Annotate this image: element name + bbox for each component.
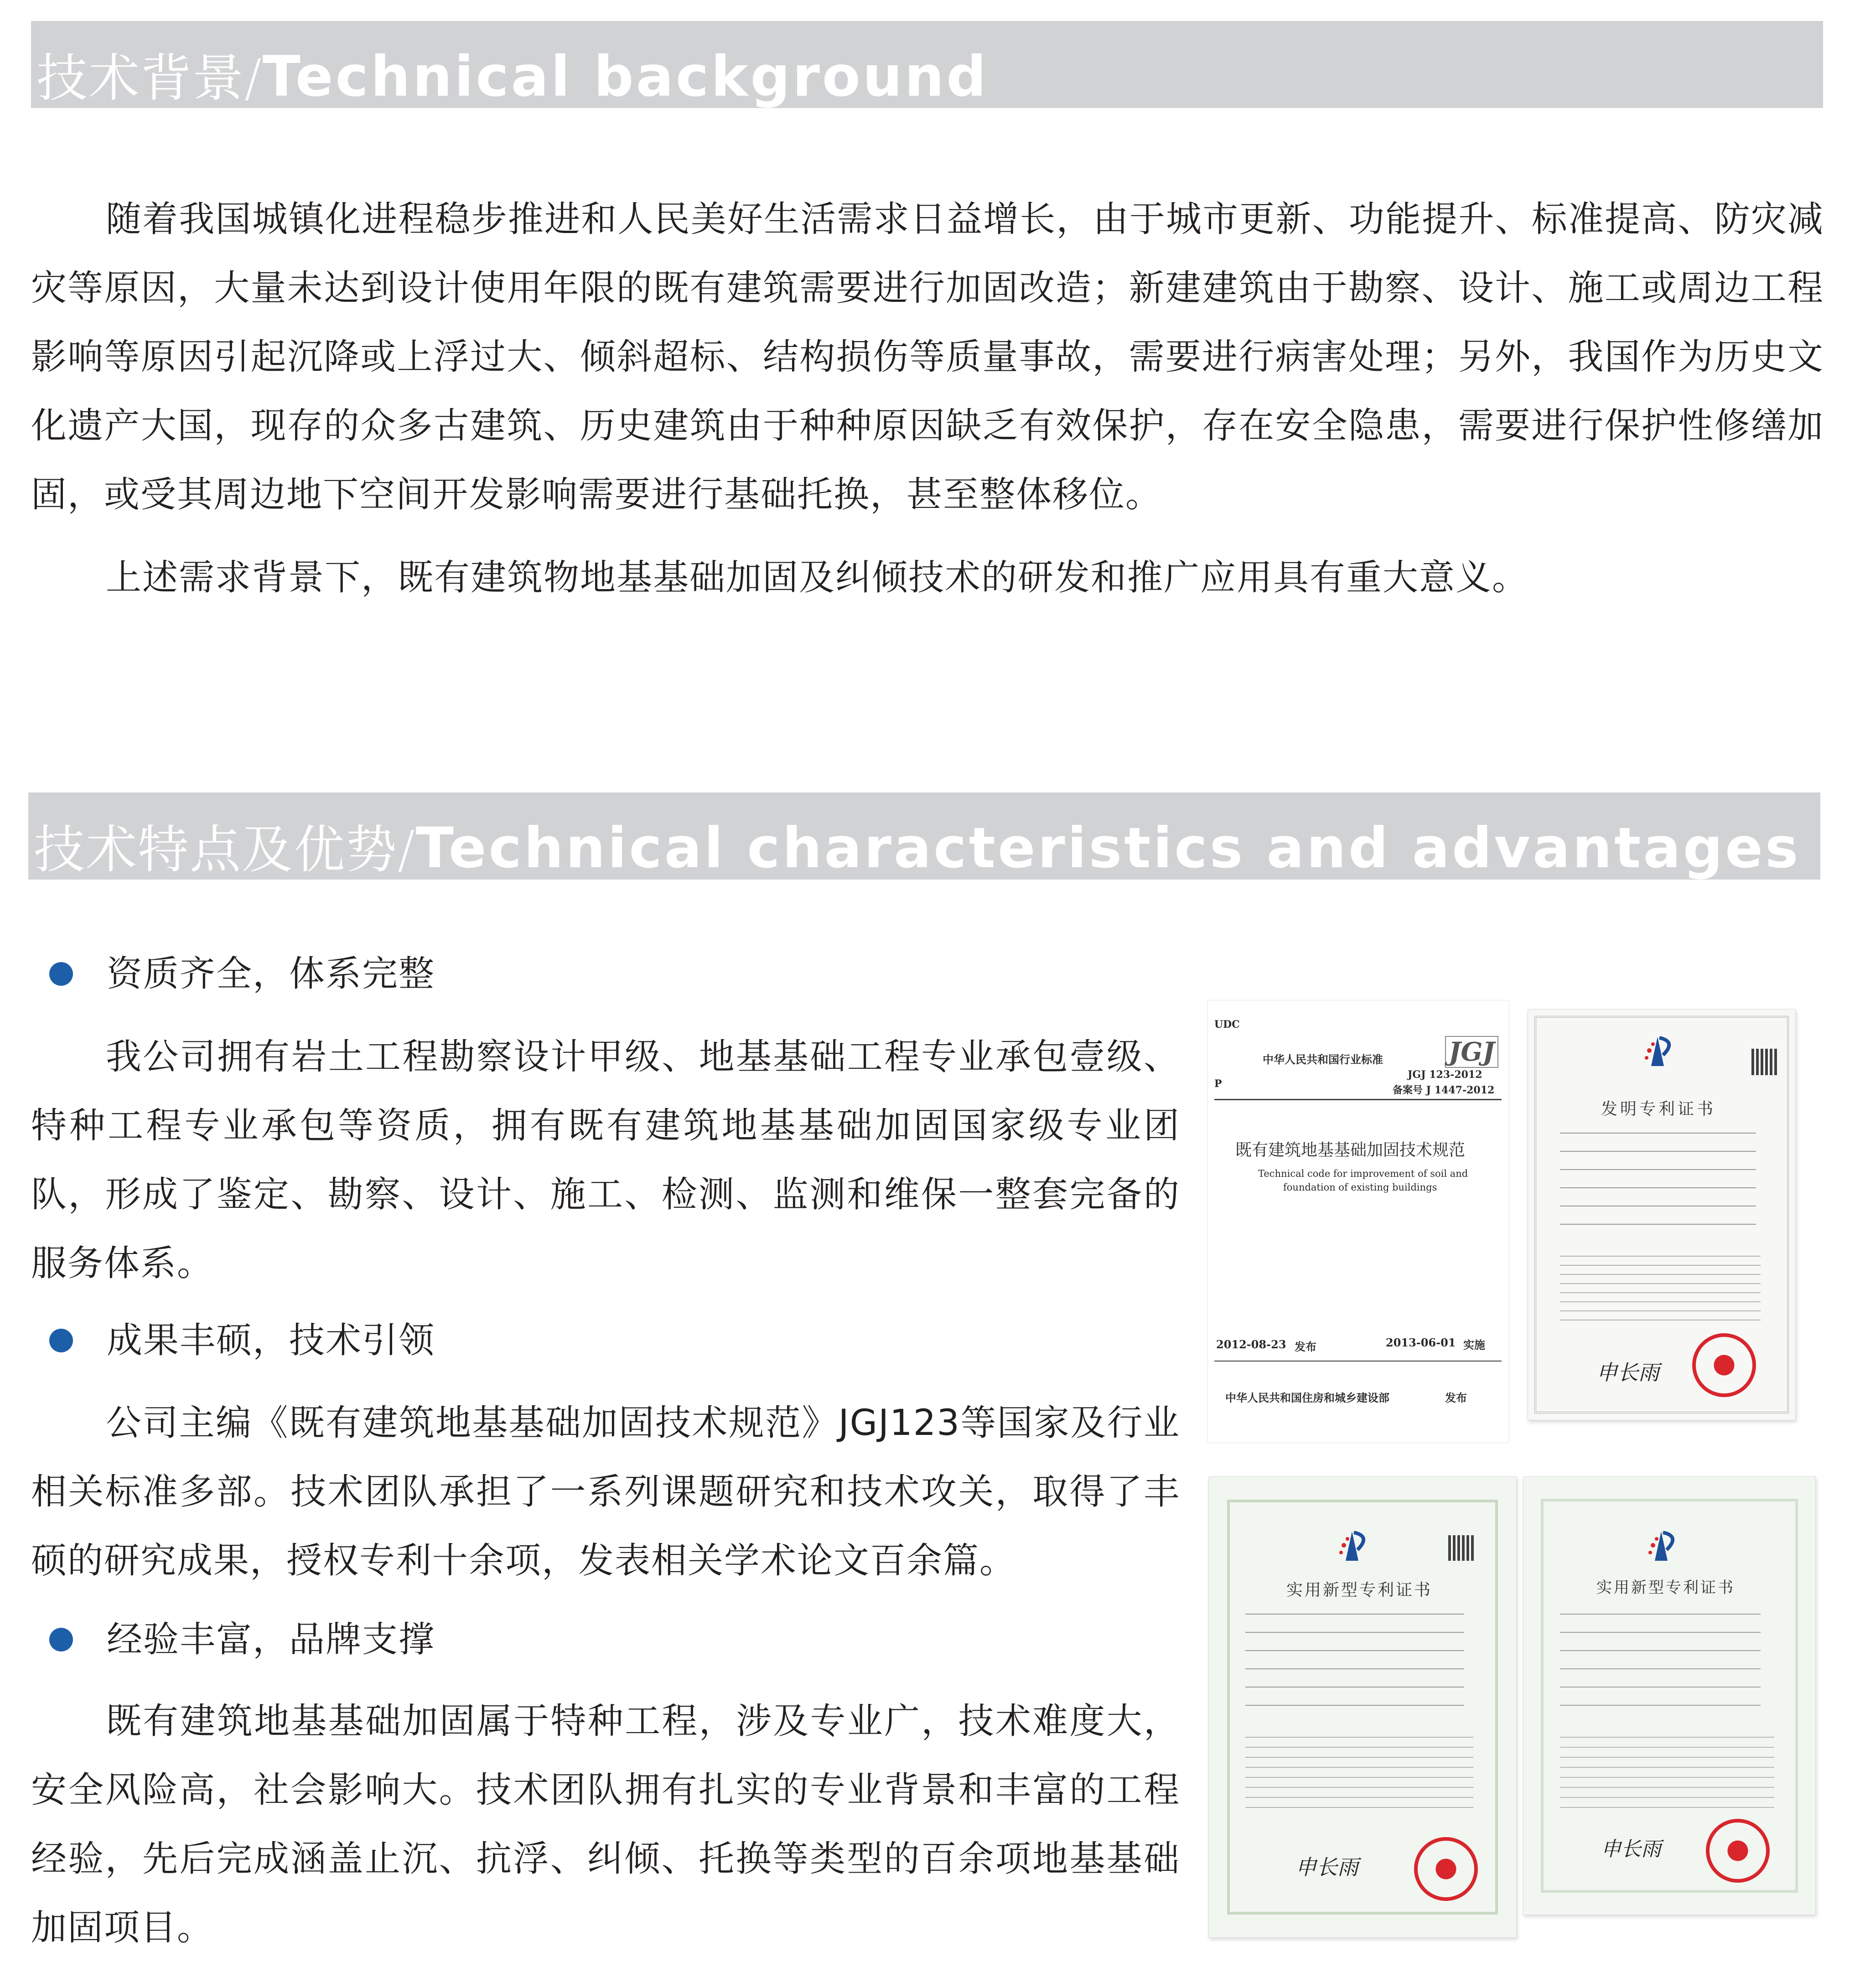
patent-office-logo [1642,1032,1680,1071]
utility-patent-certificate-image [1523,1476,1816,1915]
certificate-title: 发明专利证书 [1601,1100,1716,1118]
certificate-notice-lines [1560,1256,1761,1324]
qr-code [1448,1535,1474,1561]
standard-authority: 中华人民共和国行业标准 [1263,1053,1383,1066]
advantage-title: 成果丰硕，技术引领 [107,1320,435,1361]
advantage-body: 我公司拥有岩土工程勘察设计甲级、地基基础工程专业承包壹级、特种工程专业承包等资质，拥有既有建筑地基基础加固国家级专业团队，形成了鉴定、勘察、设计、施工、检测、监测和维保一整套完备的服务体系。 [31,1036,1180,1284]
bullet-dot [49,962,73,986]
advantage-title: 资质齐全，体系完整 [107,953,435,994]
issue-date: 2012-08-23 [1216,1338,1286,1351]
certificate-text-lines [1560,1133,1756,1242]
issue-label: 发布 [1295,1340,1316,1353]
official-red-seal [1706,1819,1770,1883]
background-paragraph-1: 随着我国城镇化进程稳步推进和人民美好生活需求日益增长，由于城市更新、功能提升、标准提高、防灾减灾等原因，大量未达到设计使用年限的既有建筑需要进行加固改造；新建建筑由于勘察、设计、施工或周边工程影响等原因引起沉降或上浮过大、倾斜超标、结构损伤等质量事故，需要进行病害处理；另外，我国作为历史文化遗产大国，现存的众多古建筑、历史建筑由于种种原因缺乏有效保护，存在安全隐患，需要进行保护性修缮加固，或受其周边地下空间开发影响需要进行基础托换，甚至整体移位。 [31,199,1824,515]
section-title-cn: 技术特点及优势/ [34,820,416,880]
standard-code: JGJ 123-2012 [1408,1069,1482,1081]
advantage-body: 公司主编《既有建筑地基基础加固技术规范》JGJ123等国家及行业相关标准多部。技术团队承担了一系列课题研究和技术攻关，取得了丰硕的研究成果，授权专利十余项，发表相关学术论文百余篇。 [31,1403,1180,1581]
background-paragraph-2: 上述需求背景下，既有建筑物地基基础加固及纠倾技术的研发和推广应用具有重大意义。 [106,557,1529,598]
invention-patent-certificate-image [1528,1009,1796,1420]
section-title-cn: 技术背景/ [36,49,263,108]
standard-divider [1214,1361,1502,1362]
publisher: 中华人民共和国住房和城乡建设部 [1225,1391,1389,1404]
official-red-seal [1414,1837,1478,1901]
patent-office-logo [1337,1527,1375,1565]
publisher-label: 发布 [1445,1391,1467,1404]
jgj-logo: JGJ [1445,1036,1498,1068]
impl-date: 2013-06-01 [1386,1336,1456,1349]
standard-title-cn: 既有建筑地基基础加固技术规范 [1235,1141,1466,1160]
official-red-seal [1692,1333,1756,1397]
bullet-dot [49,1628,73,1651]
standard-record: 备案号 J 1447-2012 [1393,1084,1495,1096]
signature: 申长雨 [1295,1855,1358,1879]
section-title [34,809,1800,882]
p-label: P [1214,1078,1222,1090]
certificate-text-lines [1245,1614,1464,1723]
section-title-en: Technical characteristics and advantages [415,816,1801,880]
standard-title-en-1: Technical code for improvement of soil and [1258,1168,1468,1179]
section-header-background [31,21,1823,108]
certificate-title: 实用新型专利证书 [1596,1579,1735,1597]
signature: 申长雨 [1596,1360,1659,1385]
advantage-body: 既有建筑地基基础加固属于特种工程，涉及专业广，技术难度大，安全风险高，社会影响大。技术团队拥有扎实的专业背景和丰富的工程经验，先后完成涵盖止沉、抗浮、纠倾、托换等类型的百余项地基基础加固项目。 [31,1701,1180,1948]
standard-divider [1214,1099,1502,1100]
impl-label: 实施 [1463,1338,1485,1351]
patent-office-logo [1646,1527,1684,1565]
qr-code [1751,1049,1778,1075]
section-header-advantages [28,792,1820,880]
udc-label: UDC [1214,1019,1240,1030]
signature: 申长雨 [1601,1838,1661,1861]
bullet-dot [49,1329,73,1352]
section-title [36,37,989,111]
standard-title-en-2: foundation of existing buildings [1283,1182,1437,1193]
certificate-text-lines [1560,1614,1761,1723]
section-title-en: Technical background [262,44,989,109]
certificate-notice-lines [1560,1737,1774,1814]
standard-cover-image [1207,1000,1509,1443]
advantage-title: 经验丰富，品牌支撑 [107,1619,435,1660]
utility-patent-certificate-image [1208,1476,1517,1938]
certificate-notice-lines [1245,1737,1473,1814]
certificate-title: 实用新型专利证书 [1286,1581,1433,1600]
